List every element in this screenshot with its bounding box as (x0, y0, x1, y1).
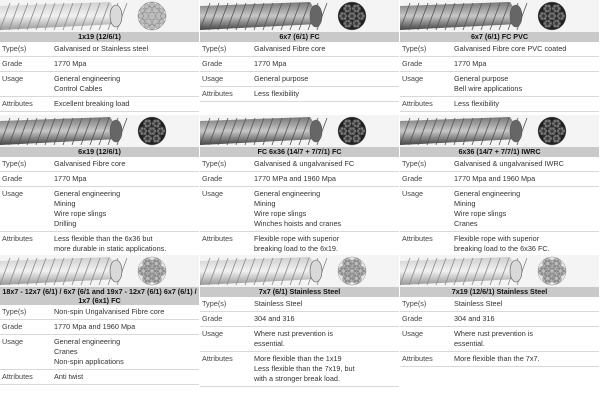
spec-row-attributes (0, 97, 199, 112)
spec-value-lines (254, 354, 399, 384)
spec-row-attributes (0, 370, 199, 385)
rope-title: 1x19 (12/6/1) (0, 32, 199, 42)
spec-label: Usage (402, 329, 424, 338)
spec-value-lines (254, 74, 399, 84)
strand-rope-icon (0, 117, 127, 145)
spec-row-attributes (200, 87, 399, 102)
spec-value-line: Flexible rope with superior (254, 234, 340, 243)
cross-section-6x7-icon (338, 2, 366, 30)
spec-row-grade (0, 320, 199, 335)
spec-value-lines (254, 234, 399, 254)
spec-value: Galvanised Fibre core (54, 159, 126, 168)
spec-value-lines (454, 99, 599, 109)
spec-label: Type(s) (202, 159, 227, 168)
spec-value: Stainless Steel (254, 299, 303, 308)
spec-value-line: General engineering (54, 74, 121, 83)
spec-row-type (200, 42, 399, 57)
rope-image (400, 0, 599, 32)
spec-row-type (0, 305, 199, 320)
cross-section-1x19-icon (138, 2, 166, 30)
spec-row-grade (400, 57, 599, 72)
spec-value-line: More flexible than the 7x7. (454, 354, 540, 363)
spec-value-lines (454, 234, 599, 254)
rope-image (400, 255, 599, 287)
rope-title: 6x7 (6/1) FC PVC (400, 32, 599, 42)
spec-label: Grade (202, 314, 223, 323)
rope-card (0, 115, 199, 255)
spec-value: Galvanised & ungalvanised IWRC (454, 159, 564, 168)
spec-row-grade (200, 312, 399, 327)
spec-value-line: Drilling (54, 219, 77, 228)
cross-section-6x7-pvc-icon (538, 2, 566, 30)
rope-title: 18x7 - 12x7 (6/1) / 6x7 (6/1 and 19x7 - 12x7 (6/1) 6x7 (6/1) / 1x7 (6x1) FC (0, 287, 199, 305)
spec-row-usage (200, 72, 399, 87)
spec-value: 1770 Mpa and 1960 Mpa (54, 322, 136, 331)
spec-value-line: Winches hoists and cranes (254, 219, 342, 228)
rope-title: FC 6x36 (14/7 + 7/7/1) FC (200, 147, 399, 157)
rope-card (200, 0, 399, 115)
spec-label: Usage (402, 189, 424, 198)
spec-value-line: More flexible than the 1x19 (254, 354, 342, 363)
spec-value-line: Wire rope slings (454, 209, 507, 218)
spec-label: Grade (402, 314, 423, 323)
spec-label: Type(s) (2, 159, 27, 168)
spec-value-line: Less flexibility (454, 99, 500, 108)
spec-label: Usage (2, 337, 24, 346)
spec-row-usage (400, 72, 599, 97)
spec-value-lines (54, 234, 199, 254)
spec-value: 1770 Mpa (54, 59, 87, 68)
spec-label: Type(s) (202, 44, 227, 53)
spec-label: Attributes (2, 99, 33, 108)
spec-row-usage (400, 327, 599, 352)
rope-image (200, 255, 399, 287)
rope-title: 7x7 (6/1) Stainless Steel (200, 287, 399, 297)
spec-value: 1770 MPa and 1960 Mpa (254, 174, 336, 183)
spec-value: 304 and 316 (254, 314, 295, 323)
spec-value-line: essential. (254, 339, 285, 348)
spec-value: 304 and 316 (454, 314, 495, 323)
spec-value: Galvanised Fibre core (254, 44, 326, 53)
spec-value-line: Mining (254, 199, 276, 208)
spec-label: Type(s) (2, 307, 27, 316)
spec-row-grade (200, 172, 399, 187)
spec-value-line: breaking load to the 6x19. (254, 244, 338, 253)
spec-value: Galvanised Fibre core PVC coated (454, 44, 567, 53)
spec-value-lines (254, 189, 399, 229)
strand-rope-icon (0, 2, 127, 30)
spec-label: Attributes (2, 372, 33, 381)
spec-value-line: Cranes (54, 347, 78, 356)
spec-row-attributes (400, 97, 599, 112)
spec-value-lines (54, 372, 199, 382)
spec-row-usage (200, 187, 399, 232)
spec-row-attributes (400, 232, 599, 257)
spec-label: Usage (202, 189, 224, 198)
spec-label: Usage (402, 74, 424, 83)
spec-label: Grade (2, 59, 23, 68)
spec-value: 1770 Mpa (254, 59, 287, 68)
spec-value-line: Less flexible than the 6x36 but (54, 234, 153, 243)
cross-section-fc-6x36-icon (338, 117, 366, 145)
rope-image (400, 115, 599, 147)
cross-section-6x36-iwrc-icon (538, 117, 566, 145)
rope-title: 6x7 (6/1) FC (200, 32, 399, 42)
spec-value-lines (254, 329, 399, 349)
spec-value: Galvanised or Stainless steel (54, 44, 149, 53)
strand-rope-icon (200, 257, 327, 285)
spec-value-line: essential. (454, 339, 485, 348)
strand-rope-icon (400, 257, 527, 285)
spec-value-lines (454, 189, 599, 229)
spec-value-line: General engineering (54, 189, 121, 198)
spec-label: Usage (2, 74, 24, 83)
spec-value-line: Bell wire applications (454, 84, 523, 93)
pvc-rope-icon (400, 2, 527, 30)
spec-value-lines (454, 354, 599, 364)
strand-rope-icon (400, 117, 527, 145)
spec-row-type (400, 157, 599, 172)
spec-value-line: Flexible rope with superior (454, 234, 540, 243)
spec-label: Usage (202, 329, 224, 338)
strand-rope-icon (200, 117, 327, 145)
spec-value: Non-spin Ungalvanised Fibre core (54, 307, 165, 316)
spec-value-line: Less flexibility (254, 89, 300, 98)
spec-label: Grade (202, 59, 223, 68)
spec-value-line: Mining (454, 199, 476, 208)
spec-row-attributes (400, 352, 599, 367)
spec-value: Galvanised & ungalvanised FC (254, 159, 355, 168)
spec-value: Stainless Steel (454, 299, 503, 308)
spec-value-lines (54, 337, 199, 367)
cross-section-7x19-icon (538, 257, 566, 285)
rope-image (200, 115, 399, 147)
spec-value-line: Where rust prevention is (454, 329, 534, 338)
spec-label: Grade (202, 174, 223, 183)
spec-label: Type(s) (202, 299, 227, 308)
spec-value-lines (54, 74, 199, 94)
spec-row-grade (200, 57, 399, 72)
spec-value-lines (454, 329, 599, 349)
spec-label: Attributes (402, 234, 433, 243)
spec-value: 1770 Mpa (454, 59, 487, 68)
spec-row-attributes (0, 232, 199, 257)
rope-title: 6x36 (14/7 + 7/7/1) IWRC (400, 147, 599, 157)
spec-label: Attributes (202, 354, 233, 363)
strand-rope-icon (0, 257, 127, 285)
spec-row-usage (400, 187, 599, 232)
spec-value-lines (54, 189, 199, 229)
rope-image (0, 255, 199, 287)
spec-label: Type(s) (402, 159, 427, 168)
spec-label: Type(s) (402, 299, 427, 308)
spec-value-lines (54, 99, 199, 109)
rope-image (0, 115, 199, 147)
spec-value-line: General engineering (254, 189, 321, 198)
spec-value-line: breaking load to the 6x36 FC. (454, 244, 550, 253)
spec-value-line: Where rust prevention is (254, 329, 334, 338)
spec-value-line: Anti twist (54, 372, 84, 381)
spec-row-type (400, 297, 599, 312)
spec-row-type (400, 42, 599, 57)
spec-value-line: General engineering (454, 189, 521, 198)
spec-value: 1770 Mpa (54, 174, 87, 183)
spec-value-line: Cranes (454, 219, 478, 228)
spec-label: Grade (2, 322, 23, 331)
rope-card (200, 115, 399, 255)
spec-value-line: Non-spin applications (54, 357, 124, 366)
cross-section-18x7-icon (138, 257, 166, 285)
spec-row-usage (0, 187, 199, 232)
spec-value-line: with a stronger break load. (254, 374, 340, 383)
spec-label: Type(s) (402, 44, 427, 53)
spec-row-grade (400, 312, 599, 327)
spec-row-grade (400, 172, 599, 187)
spec-value-line: Less flexible than the 7x19, but (254, 364, 355, 373)
spec-label: Attributes (2, 234, 33, 243)
spec-row-usage (0, 335, 199, 370)
spec-row-grade (0, 172, 199, 187)
spec-label: Grade (402, 174, 423, 183)
rope-card (400, 115, 599, 255)
spec-value-lines (454, 74, 599, 94)
spec-value-line: Wire rope slings (54, 209, 107, 218)
spec-label: Attributes (202, 234, 233, 243)
spec-row-type (0, 42, 199, 57)
spec-label: Grade (2, 174, 23, 183)
rope-image (0, 0, 199, 32)
cross-section-6x19-icon (138, 117, 166, 145)
spec-row-usage (200, 327, 399, 352)
strand-rope-icon (200, 2, 327, 30)
spec-value-line: Excellent breaking load (54, 99, 130, 108)
spec-value-line: Control Cables (54, 84, 103, 93)
rope-card (400, 255, 599, 400)
spec-row-attributes (200, 352, 399, 387)
spec-value-line: General purpose (254, 74, 309, 83)
rope-card (400, 0, 599, 115)
rope-card (0, 255, 199, 400)
spec-label: Attributes (402, 99, 433, 108)
spec-row-attributes (200, 232, 399, 257)
spec-label: Grade (402, 59, 423, 68)
spec-row-type (200, 157, 399, 172)
rope-title: 7x19 (12/6/1) Stainless Steel (400, 287, 599, 297)
spec-row-usage (0, 72, 199, 97)
spec-value-line: Wire rope slings (254, 209, 307, 218)
spec-row-grade (0, 57, 199, 72)
spec-value: 1770 Mpa and 1960 Mpa (454, 174, 536, 183)
spec-label: Type(s) (2, 44, 27, 53)
spec-label: Attributes (402, 354, 433, 363)
spec-value-line: more durable in static applications. (54, 244, 167, 253)
spec-value-lines (254, 89, 399, 99)
rope-image (200, 0, 399, 32)
cross-section-7x7-icon (338, 257, 366, 285)
spec-value-line: General engineering (54, 337, 121, 346)
rope-card (0, 0, 199, 115)
spec-value-line: General purpose (454, 74, 509, 83)
spec-label: Usage (202, 74, 224, 83)
spec-label: Attributes (202, 89, 233, 98)
rope-card (200, 255, 399, 400)
spec-row-type (200, 297, 399, 312)
spec-value-line: Mining (54, 199, 76, 208)
spec-label: Usage (2, 189, 24, 198)
rope-title: 6x19 (12/6/1) (0, 147, 199, 157)
spec-row-type (0, 157, 199, 172)
